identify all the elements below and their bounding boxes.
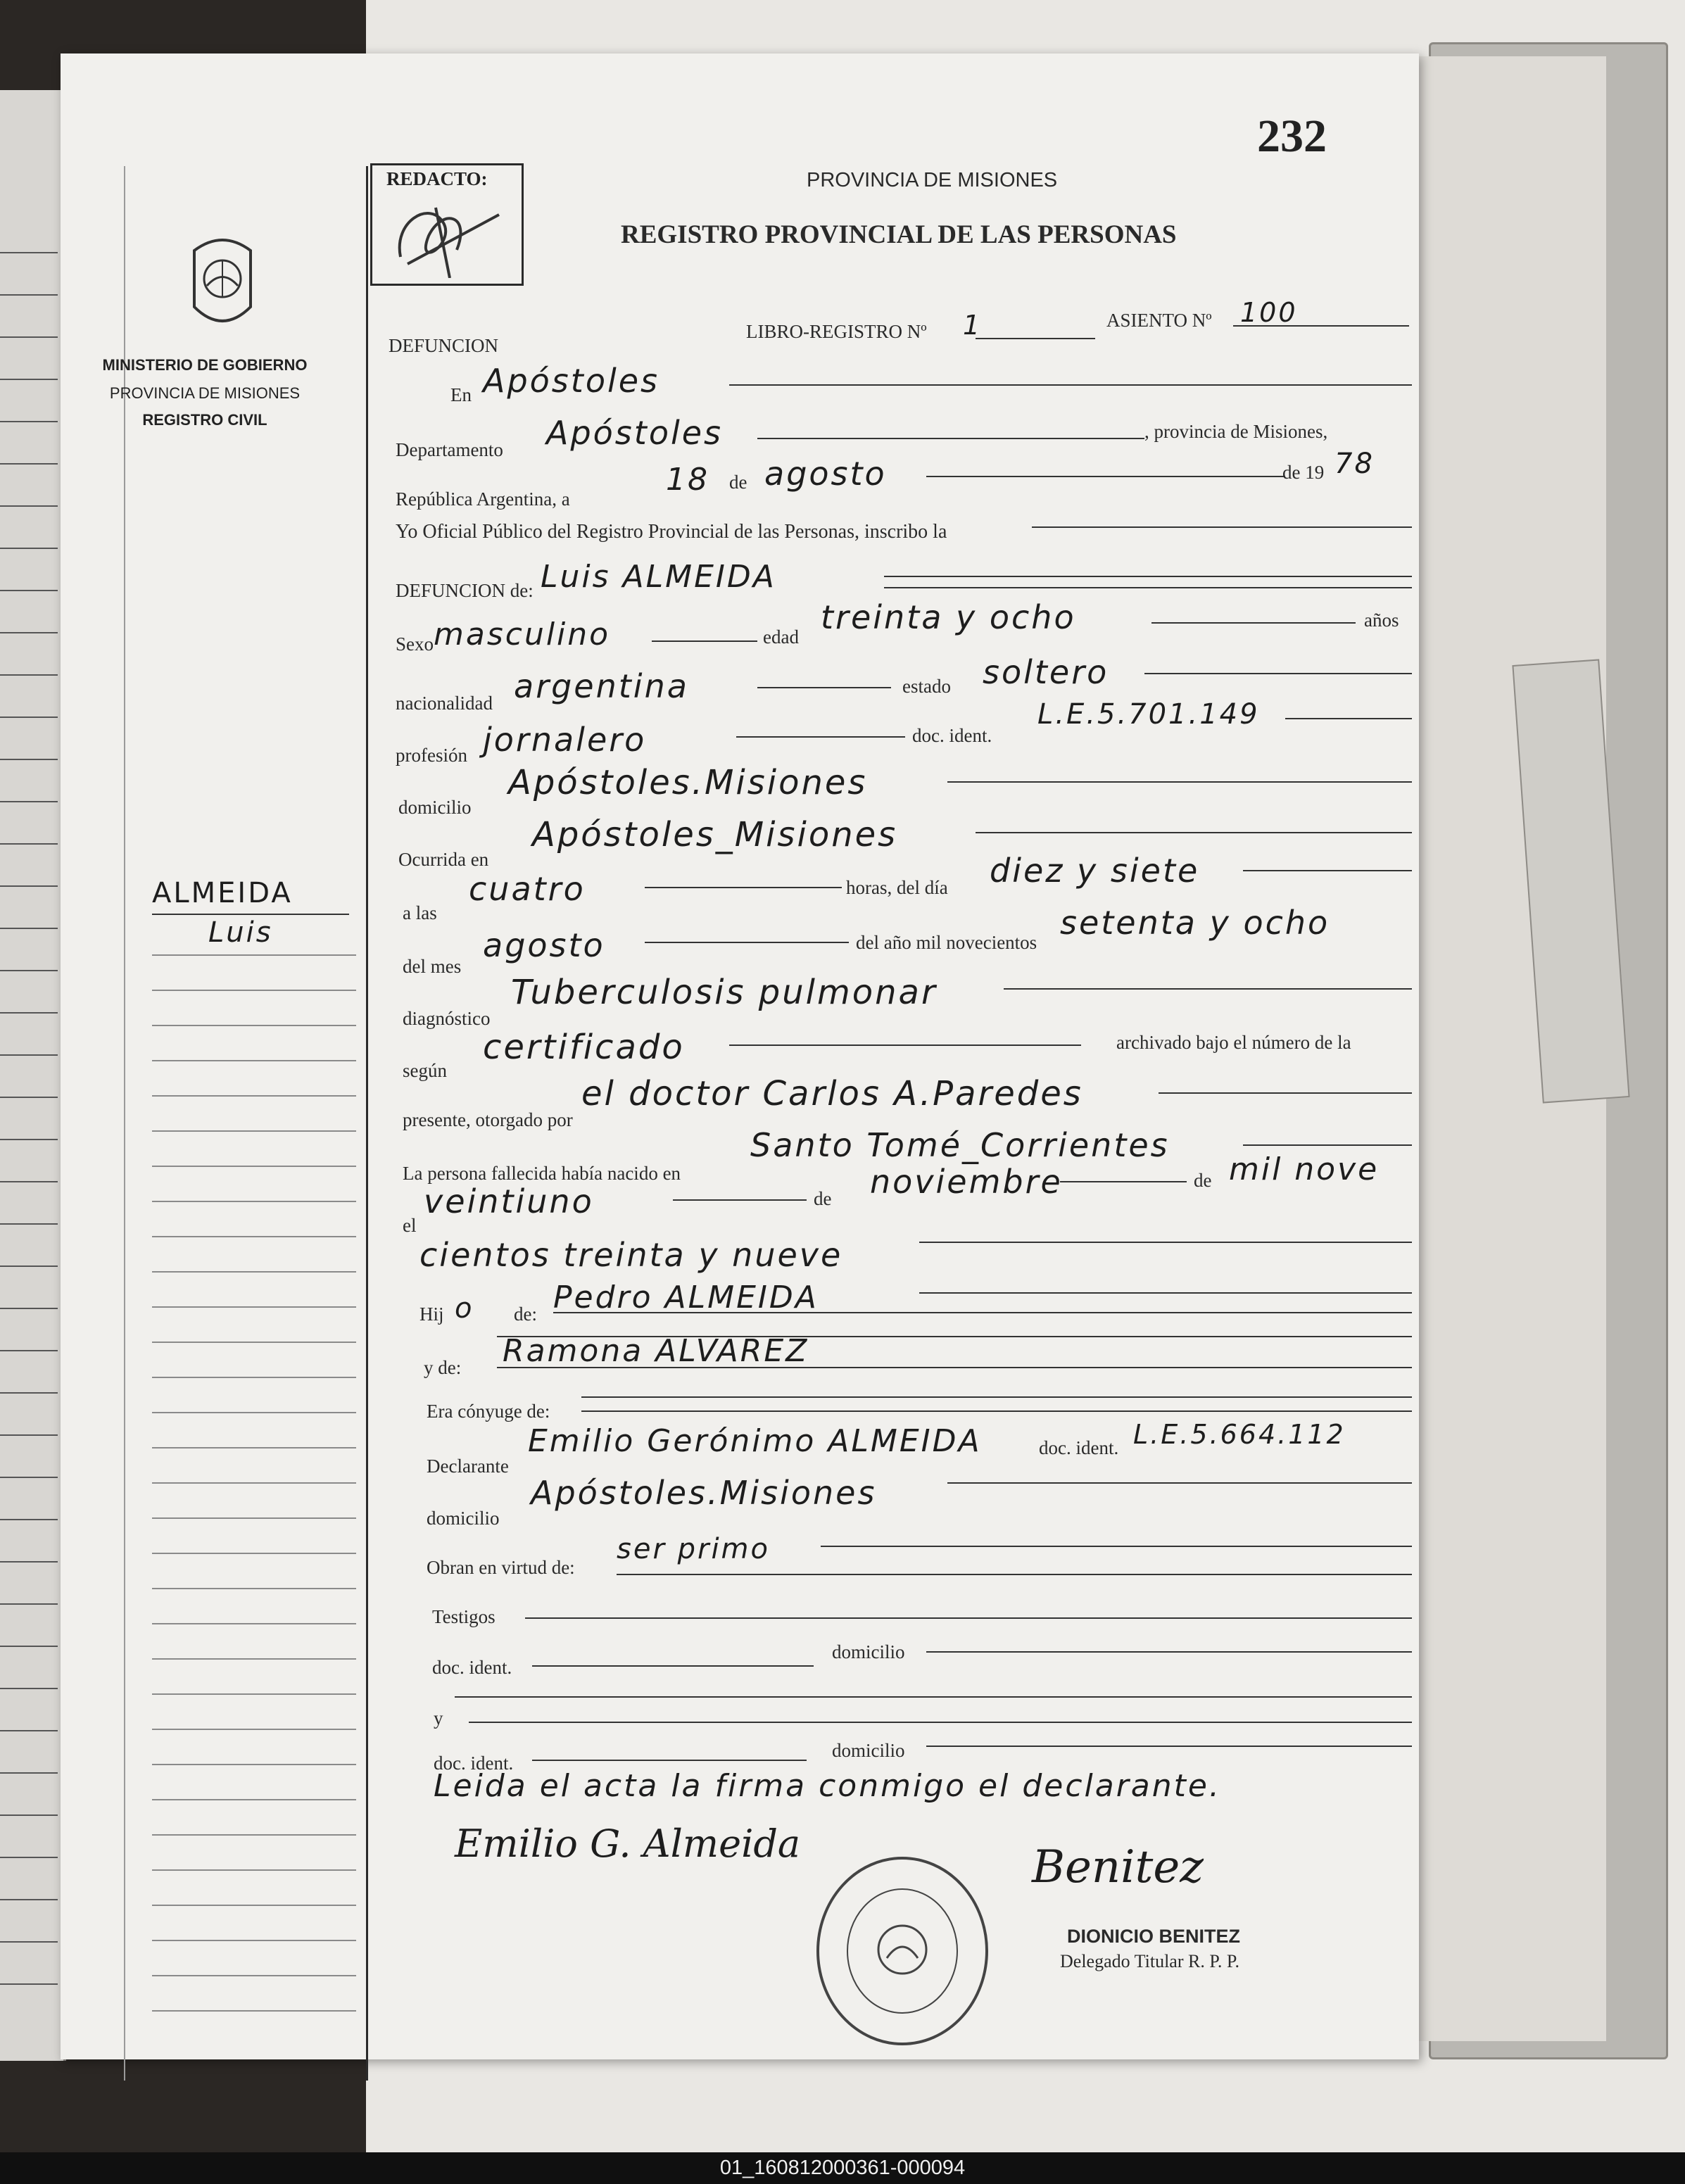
archivado-label: archivado bajo el número de la — [1116, 1032, 1351, 1053]
docident-value: L.E.5.701.149 — [1037, 698, 1260, 731]
declarante-signature: Emilio G. Almeida — [455, 1822, 801, 1866]
decl-docident-label: doc. ident. — [1039, 1437, 1119, 1458]
official-title: Delegado Titular R. P. P. — [1060, 1951, 1239, 1971]
nac-anio-2: cientos treinta y nueve — [419, 1236, 843, 1274]
nac-mes-value: noviembre — [870, 1163, 1063, 1201]
form-left-rule — [366, 166, 368, 2081]
estado-value: soltero — [983, 653, 1109, 691]
alas-value: cuatro — [469, 870, 586, 908]
segun-value: certificado — [483, 1028, 685, 1067]
conyuge-label: Era cónyuge de: — [427, 1401, 550, 1422]
page-number: 232 — [1257, 111, 1327, 162]
anos-label: años — [1364, 610, 1399, 631]
nacido-value: Santo Tomé_Corrientes — [750, 1126, 1170, 1164]
docident-label: doc. ident. — [912, 725, 992, 746]
t2-docident-label: doc. ident. — [434, 1753, 514, 1774]
de-label-3: de — [1194, 1170, 1212, 1191]
section-label: DEFUNCION — [389, 335, 499, 356]
ocurrida-label: Ocurrida en — [398, 849, 489, 870]
province-heading: PROVINCIA DE MISIONES — [807, 169, 1058, 191]
profesion-label: profesión — [396, 745, 467, 766]
redacto-scribble-icon — [386, 194, 513, 278]
de-label-2: de — [814, 1188, 832, 1209]
alas-label: a las — [403, 902, 437, 923]
redacto-label: REDACTO: — [386, 168, 488, 189]
presente-label: presente, otorgado por — [403, 1109, 573, 1130]
provincia-suffix: , provincia de Misiones, — [1144, 421, 1328, 442]
el-value: veintiuno — [424, 1182, 594, 1220]
libro-label: LIBRO-REGISTRO Nº — [746, 321, 927, 342]
redacto-box — [370, 163, 524, 286]
republica-label: República Argentina, a — [396, 488, 570, 510]
image-footer: 01_160812000361-000094 — [0, 2152, 1685, 2184]
delmes-value: agosto — [483, 926, 605, 964]
nacionalidad-label: nacionalidad — [396, 693, 493, 714]
madre-value: Ramona ALVAREZ — [503, 1333, 809, 1369]
mes-value: agosto — [764, 455, 887, 493]
estado-label: estado — [902, 676, 951, 697]
diagnostico-value: Tuberculosis pulmonar — [511, 973, 938, 1012]
t2-domicilio-label: domicilio — [832, 1740, 905, 1761]
nac-anio-1: mil nove — [1229, 1151, 1380, 1187]
hijo-suffix: o — [455, 1292, 474, 1325]
t1-docident-label: doc. ident. — [432, 1657, 512, 1678]
decl-domicilio-label: domicilio — [427, 1508, 500, 1529]
delanio-label: del año mil novecientos — [856, 932, 1037, 953]
departamento-value: Apóstoles — [546, 414, 724, 452]
sexo-label: Sexo — [396, 633, 434, 655]
register-page — [61, 53, 1419, 2059]
obran-label: Obran en virtud de: — [427, 1557, 575, 1578]
defuncion-label: DEFUNCION de: — [396, 580, 534, 601]
dia-value: 18 — [666, 462, 709, 498]
horas-label: horas, del día — [846, 877, 948, 898]
nacido-label: La persona fallecida había nacido en — [403, 1163, 681, 1184]
ministry-name: MINISTERIO DE GOBIERNO — [102, 356, 308, 374]
sexo-value: masculino — [434, 617, 611, 652]
anio-value: 78 — [1334, 448, 1375, 480]
diagnostico-label: diagnóstico — [403, 1008, 491, 1029]
en-value: Apóstoles — [483, 362, 660, 400]
anio-texto: setenta y ocho — [1060, 904, 1330, 942]
domicilio-label: domicilio — [398, 797, 472, 818]
defuncion-value: Luis ALMEIDA — [541, 559, 776, 595]
yde-label: y de: — [424, 1357, 462, 1378]
departamento-label: Departamento — [396, 439, 503, 460]
obran-value: ser primo — [617, 1533, 770, 1565]
previous-page-edge — [0, 90, 66, 2061]
declarante-label: Declarante — [427, 1456, 509, 1477]
profesion-value: jornalero — [483, 721, 647, 759]
decl-docident-value: L.E.5.664.112 — [1133, 1419, 1346, 1450]
edad-value: treinta y ocho — [821, 598, 1076, 636]
t1-domicilio-label: domicilio — [832, 1641, 905, 1662]
nacionalidad-value: argentina — [514, 667, 689, 705]
asiento-label: ASIENTO Nº — [1106, 310, 1212, 331]
segun-label: según — [403, 1060, 447, 1081]
asiento-value: 100 — [1240, 297, 1298, 328]
ministry-province: PROVINCIA DE MISIONES — [109, 384, 301, 402]
de-label: de — [729, 472, 747, 493]
y-label: y — [434, 1708, 443, 1729]
presente-value: el doctor Carlos A.Paredes — [581, 1074, 1083, 1113]
anio-label: de 19 — [1282, 462, 1325, 483]
delmes-label: del mes — [403, 956, 462, 977]
ocurrida-value: Apóstoles_Misiones — [532, 815, 898, 854]
margin-note-surname: ALMEIDA — [152, 877, 293, 909]
el-label: el — [403, 1215, 417, 1236]
domicilio-value: Apóstoles.Misiones — [508, 763, 868, 802]
en-label: En — [450, 384, 472, 405]
margin-note-name: Luis — [208, 916, 273, 949]
testigos-label: Testigos — [432, 1606, 496, 1627]
official-signature: Benitez — [1032, 1841, 1204, 1893]
yo-oficial-text: Yo Oficial Público del Registro Provincial de las Personas, inscribo la — [396, 521, 947, 543]
hijo-label: Hij — [419, 1304, 444, 1325]
dia-texto: diez y siete — [990, 852, 1200, 890]
libro-value: 1 — [963, 310, 983, 341]
ministry-registry: REGISTRO CIVIL — [142, 411, 267, 429]
padre-value: Pedro ALMEIDA — [553, 1280, 819, 1315]
leida-text: Leida el acta la firma conmigo el declarante. — [434, 1768, 1221, 1804]
decl-domicilio-value: Apóstoles.Misiones — [531, 1474, 877, 1512]
declarante-value: Emilio Gerónimo ALMEIDA — [528, 1423, 982, 1459]
misiones-crest-icon — [187, 229, 258, 335]
hijo-de-label: de: — [514, 1304, 537, 1325]
official-name: DIONICIO BENITEZ — [1067, 1926, 1241, 1947]
registry-seal-icon — [811, 1852, 994, 2050]
edad-label: edad — [763, 626, 799, 648]
registry-heading: REGISTRO PROVINCIAL DE LAS PERSONAS — [621, 220, 1177, 249]
margin-border — [124, 166, 125, 2081]
